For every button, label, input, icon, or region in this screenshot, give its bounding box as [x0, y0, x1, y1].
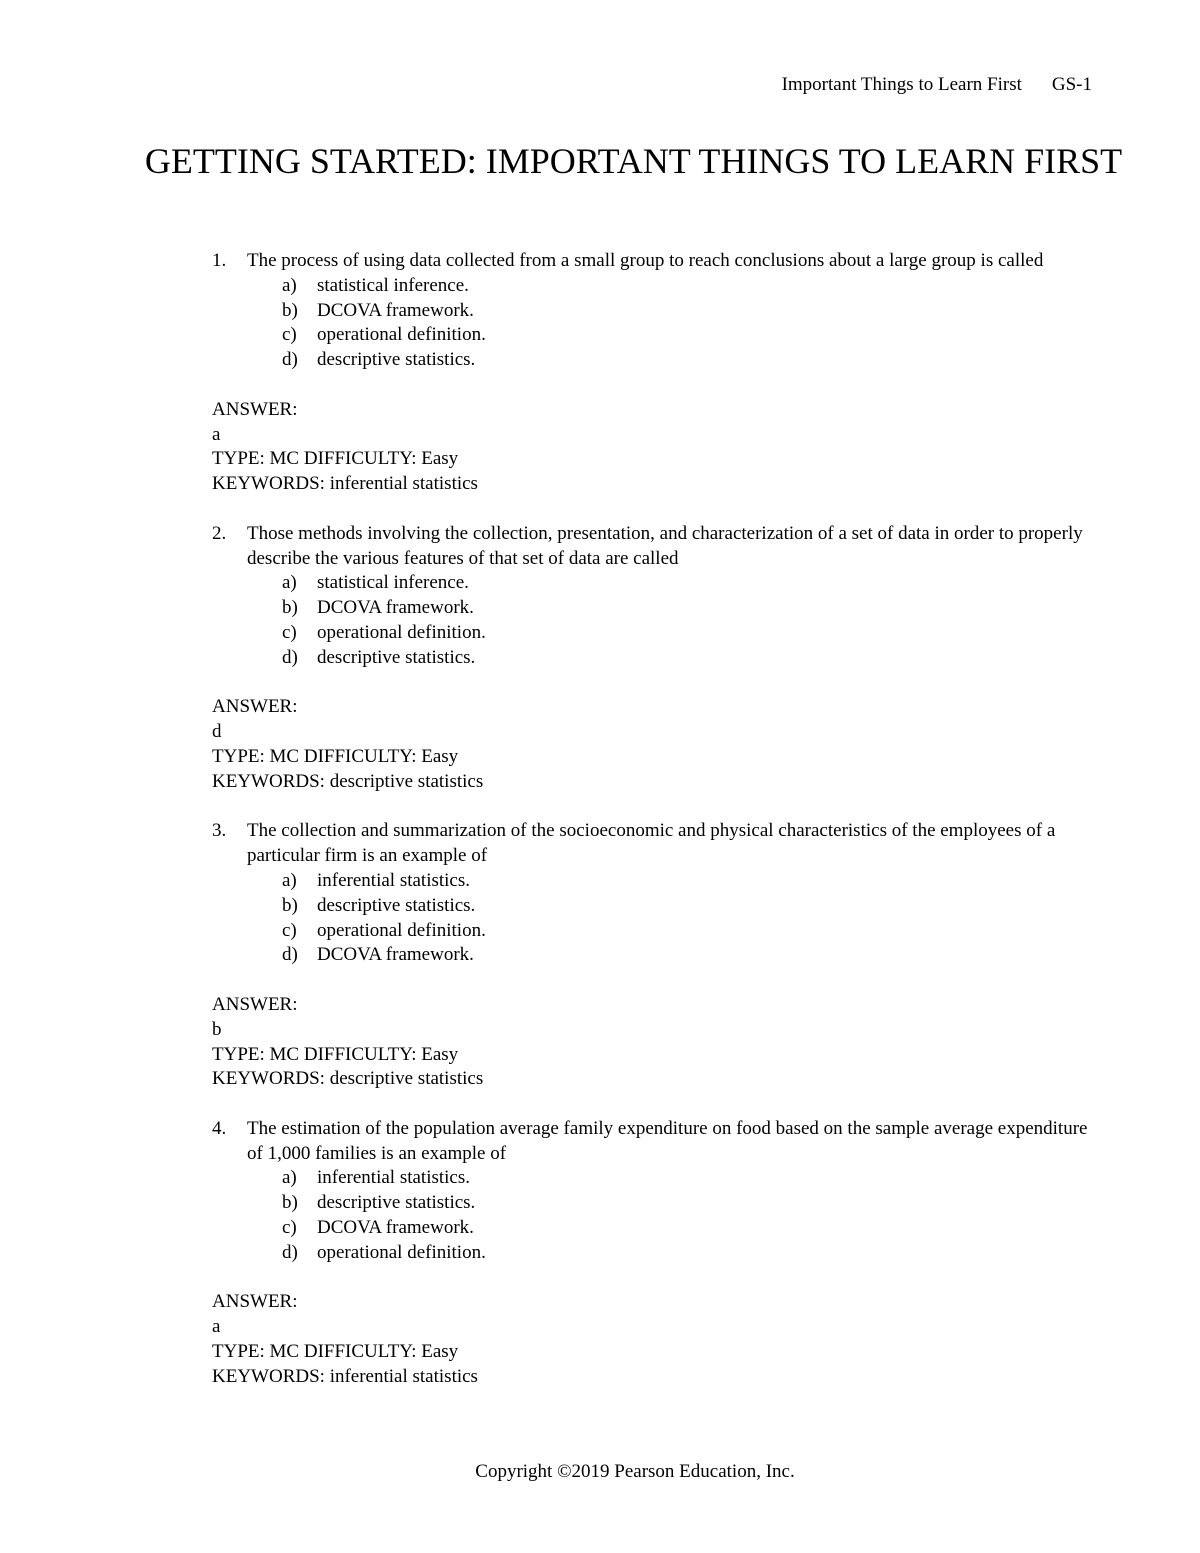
choice-item [282, 348, 1102, 373]
question-text: The collection and summarization of the socioeconomic and physical characteristics of the employees of a particular firm is an example of [247, 820, 1056, 867]
page-title: GETTING STARTED: IMPORTANT THINGS TO LEARN FIRST [144, 141, 1123, 181]
question-2 [212, 522, 1102, 795]
type-difficulty-line: TYPE: MC DIFFICULTY: Easy [212, 448, 459, 470]
choice-item [282, 869, 1102, 894]
choice-item [282, 1216, 1102, 1241]
running-header-title: Important Things to Learn First [781, 74, 1022, 95]
question-list [212, 249, 1102, 1414]
choice-letter: a) [282, 274, 297, 296]
choice-item [282, 894, 1102, 919]
running-header [782, 73, 1092, 97]
question-stem [212, 819, 1102, 869]
choice-letter: a) [282, 572, 297, 594]
choice-letter: a) [282, 869, 297, 891]
keywords-line: KEYWORDS: inferential statistics [212, 1365, 478, 1387]
choice-letter: c) [282, 919, 297, 941]
choice-text: operational definition. [317, 324, 486, 346]
choice-text: descriptive statistics. [317, 1192, 476, 1214]
question-number: 4. [212, 1117, 227, 1139]
choice-letter: d) [282, 646, 298, 668]
question-stem [212, 522, 1102, 572]
choice-text: descriptive statistics. [317, 646, 476, 668]
answer-label: ANSWER: [212, 1291, 298, 1313]
copyright-footer: Copyright ©2019 Pearson Education, Inc. [475, 1461, 795, 1482]
choice-letter: c) [282, 324, 297, 346]
type-difficulty-line: TYPE: MC DIFFICULTY: Easy [212, 1341, 459, 1363]
choice-text: operational definition. [317, 621, 486, 643]
keywords-line: KEYWORDS: inferential statistics [212, 473, 478, 495]
choice-list [212, 571, 1102, 670]
keywords-line: KEYWORDS: descriptive statistics [212, 770, 484, 792]
choice-item [282, 1241, 1102, 1266]
choice-item [282, 1166, 1102, 1191]
answer-section [212, 1290, 1102, 1389]
choice-list [212, 1166, 1102, 1265]
question-number: 1. [212, 250, 227, 271]
question-4 [212, 1117, 1102, 1390]
choice-text: inferential statistics. [317, 1167, 471, 1189]
choice-item [282, 943, 1102, 968]
choice-text: DCOVA framework. [317, 597, 474, 619]
type-difficulty-line: TYPE: MC DIFFICULTY: Easy [212, 745, 459, 767]
choice-item [282, 299, 1102, 324]
choice-item [282, 1191, 1102, 1216]
question-number: 2. [212, 522, 227, 544]
answer-value: b [212, 1018, 222, 1040]
choice-text: DCOVA framework. [317, 299, 474, 321]
choice-letter: c) [282, 621, 297, 643]
answer-value: a [212, 423, 221, 445]
choice-text: statistical inference. [317, 572, 469, 594]
question-1 [212, 249, 1102, 497]
choice-letter: b) [282, 299, 298, 321]
choice-text: statistical inference. [317, 274, 469, 296]
choice-text: descriptive statistics. [317, 894, 476, 916]
answer-value: a [212, 1316, 221, 1338]
answer-label: ANSWER: [212, 696, 298, 718]
choice-text: DCOVA framework. [317, 944, 474, 966]
choice-list [212, 274, 1102, 373]
choice-item [282, 571, 1102, 596]
keywords-line: KEYWORDS: descriptive statistics [212, 1068, 484, 1090]
question-stem [212, 249, 1102, 274]
answer-label: ANSWER: [212, 398, 298, 420]
type-difficulty-line: TYPE: MC DIFFICULTY: Easy [212, 1043, 459, 1065]
choice-text: operational definition. [317, 919, 486, 941]
answer-value: d [212, 721, 222, 743]
answer-section [212, 398, 1102, 497]
choice-item [282, 621, 1102, 646]
choice-letter: d) [282, 944, 298, 966]
answer-label: ANSWER: [212, 993, 298, 1015]
choice-text: inferential statistics. [317, 869, 471, 891]
question-text: The process of using data collected from a small group to reach conclusions about a large group is called [247, 250, 1044, 271]
choice-letter: a) [282, 1167, 297, 1189]
choice-letter: b) [282, 894, 298, 916]
choice-item [282, 646, 1102, 671]
choice-text: operational definition. [317, 1241, 486, 1263]
choice-letter: d) [282, 349, 298, 371]
answer-section [212, 695, 1102, 794]
choice-letter: c) [282, 1217, 297, 1239]
answer-section [212, 993, 1102, 1092]
choice-text: descriptive statistics. [317, 349, 476, 371]
choice-item [282, 274, 1102, 299]
choice-list [212, 869, 1102, 968]
choice-letter: b) [282, 597, 298, 619]
question-text: Those methods involving the collection, presentation, and characterization of a set of data in order to properly describe the various features of that set of data are called [247, 522, 1083, 569]
choice-item [282, 323, 1102, 348]
question-stem [212, 1117, 1102, 1167]
choice-letter: b) [282, 1192, 298, 1214]
choice-letter: d) [282, 1241, 298, 1263]
choice-item [282, 919, 1102, 944]
question-3 [212, 819, 1102, 1092]
question-text: The estimation of the population average family expenditure on food based on the sample average expenditure of 1,000 families is an example of [247, 1117, 1088, 1164]
page-number: GS-1 [1051, 74, 1092, 95]
question-number: 3. [212, 820, 227, 842]
choice-text: DCOVA framework. [317, 1217, 474, 1239]
choice-item [282, 596, 1102, 621]
